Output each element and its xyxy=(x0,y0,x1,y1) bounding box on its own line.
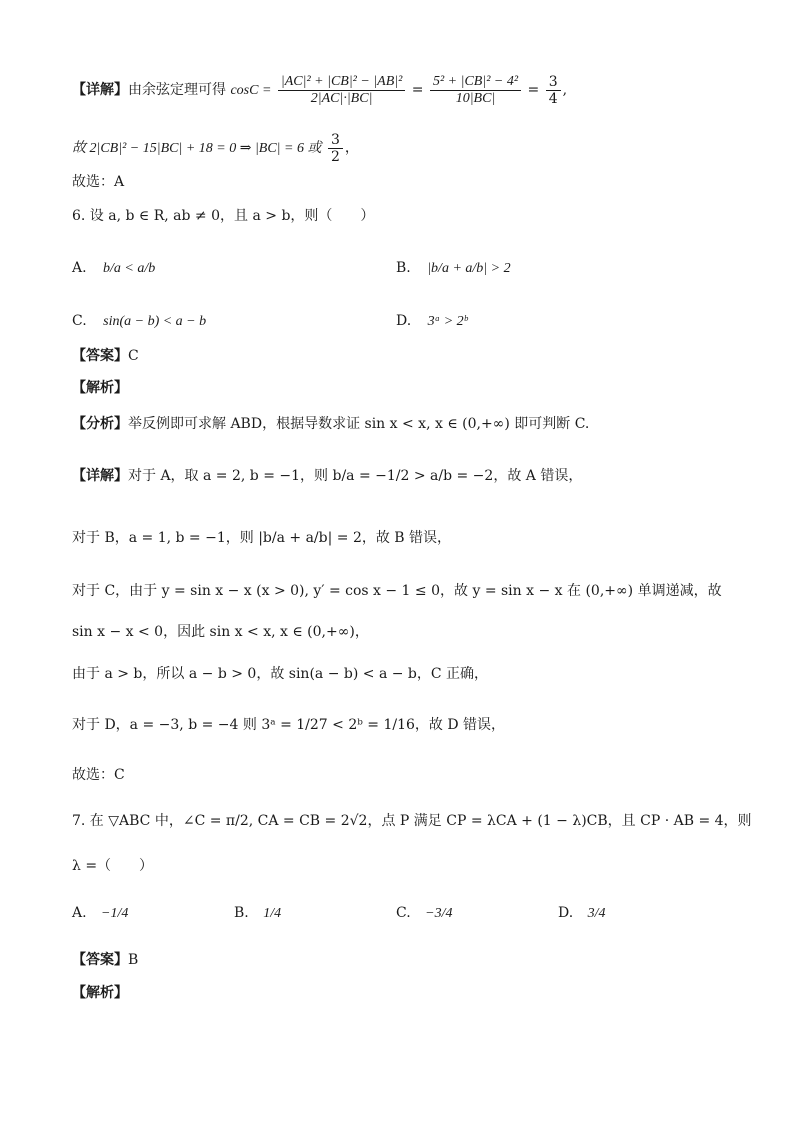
q6-option-a: A. b/a < a/b xyxy=(72,260,156,276)
q7-option-d: D. 3/4 xyxy=(558,905,606,921)
result-fraction: $\frac{3}{4}$ xyxy=(546,74,561,107)
q6-choice: 故选：C xyxy=(72,767,125,783)
q6-detail-c3: 由于 a > b，所以 a − b > 0，故 sin(a − b) < a − b，C 正确， xyxy=(72,666,489,682)
q6-detail-c1: 对于 C，由于 y = sin x − x (x > 0), y′ = cos x − 1 ≤ 0，故 y = sin x − x 在 (0,+∞) 单调递减，故 xyxy=(72,583,722,599)
q7-answer: 【答案】B xyxy=(72,952,139,968)
q7-stem-line1: 7. 在 ▽ABC 中，∠C = π/2, CA = CB = 2√2，点 P 满足 CP = λCA + (1 − λ)CB，且 CP · AB = 4，则 xyxy=(72,813,752,829)
q6-analysis-tag: 【解析】 xyxy=(72,380,128,396)
detail-tag: 【详解】 xyxy=(72,82,128,98)
q6-stem: 6. 设 a, b ∈ R, ab ≠ 0，且 a > b，则（ ） xyxy=(72,208,375,224)
q5-detail-line: 【详解】由余弦定理可得 cosC = $\frac{\text{|AC|² + |CB|² − |AB|²}}{2|AC|\cdot|BC|}$ = $\frac{\text{5² + |CB|² − 4²}}{10|BC|}$ = $\frac{3}{4}$ , xyxy=(72,73,568,107)
q6-detail-d: 对于 D，a = −3, b = −4 则 3ᵃ = 1/27 < 2ᵇ = 1/16，故 D 错误， xyxy=(72,717,506,733)
quadratic-equation: 故 2|CB|² − 15|BC| + 18 = 0 ⇒ |BC| = 6 或 xyxy=(72,141,322,156)
law-of-cosines-fraction: $\frac{\text{|AC|² + |CB|² − |AB|²}}{2|AC|\cdot|BC|}$ xyxy=(278,74,405,107)
q7-option-a: A. −1/4 xyxy=(72,905,129,921)
q7-option-b: B. 1/4 xyxy=(234,905,282,921)
substituted-fraction: $\frac{\text{5² + |CB|² − 4²}}{10|BC|}$ xyxy=(430,74,521,107)
q6-fenxi: 【分析】举反例即可求解 ABD，根据导数求证 sin x < x, x ∈ (0,+∞) 即可判断 C. xyxy=(72,416,590,432)
q6-answer: 【答案】C xyxy=(72,348,139,364)
q6-detail-b: 对于 B，a = 1, b = −1，则 |b/a + a/b| = 2，故 B 错误， xyxy=(72,530,452,546)
q6-option-c: C. sin(a − b) < a − b xyxy=(72,313,207,329)
bc-fraction: $\frac{3}{2}$ xyxy=(328,132,343,165)
detail-text: 由余弦定理可得 xyxy=(128,82,226,98)
q6-detail-a: 【详解】对于 A，取 a = 2, b = −1，则 b/a = −1/2 > a/b = −2，故 A 错误， xyxy=(72,468,583,484)
q6-detail-c2: sin x − x < 0，因此 sin x < x, x ∈ (0,+∞)， xyxy=(72,624,369,640)
q5-choice: 故选：A xyxy=(72,174,125,190)
q6-option-d: D. 3ᵃ > 2ᵇ xyxy=(396,313,468,329)
q7-option-c: C. −3/4 xyxy=(396,905,453,921)
q7-analysis-tag: 【解析】 xyxy=(72,985,128,1001)
q7-stem-line2: λ =（ ） xyxy=(72,858,154,874)
cos-c: cosC = xyxy=(230,83,272,98)
q5-line2: 故 2|CB|² − 15|BC| + 18 = 0 ⇒ |BC| = 6 或 $\frac{3}{2}$ ， xyxy=(72,131,359,165)
q6-option-b: B. |b/a + a/b| > 2 xyxy=(396,260,511,276)
